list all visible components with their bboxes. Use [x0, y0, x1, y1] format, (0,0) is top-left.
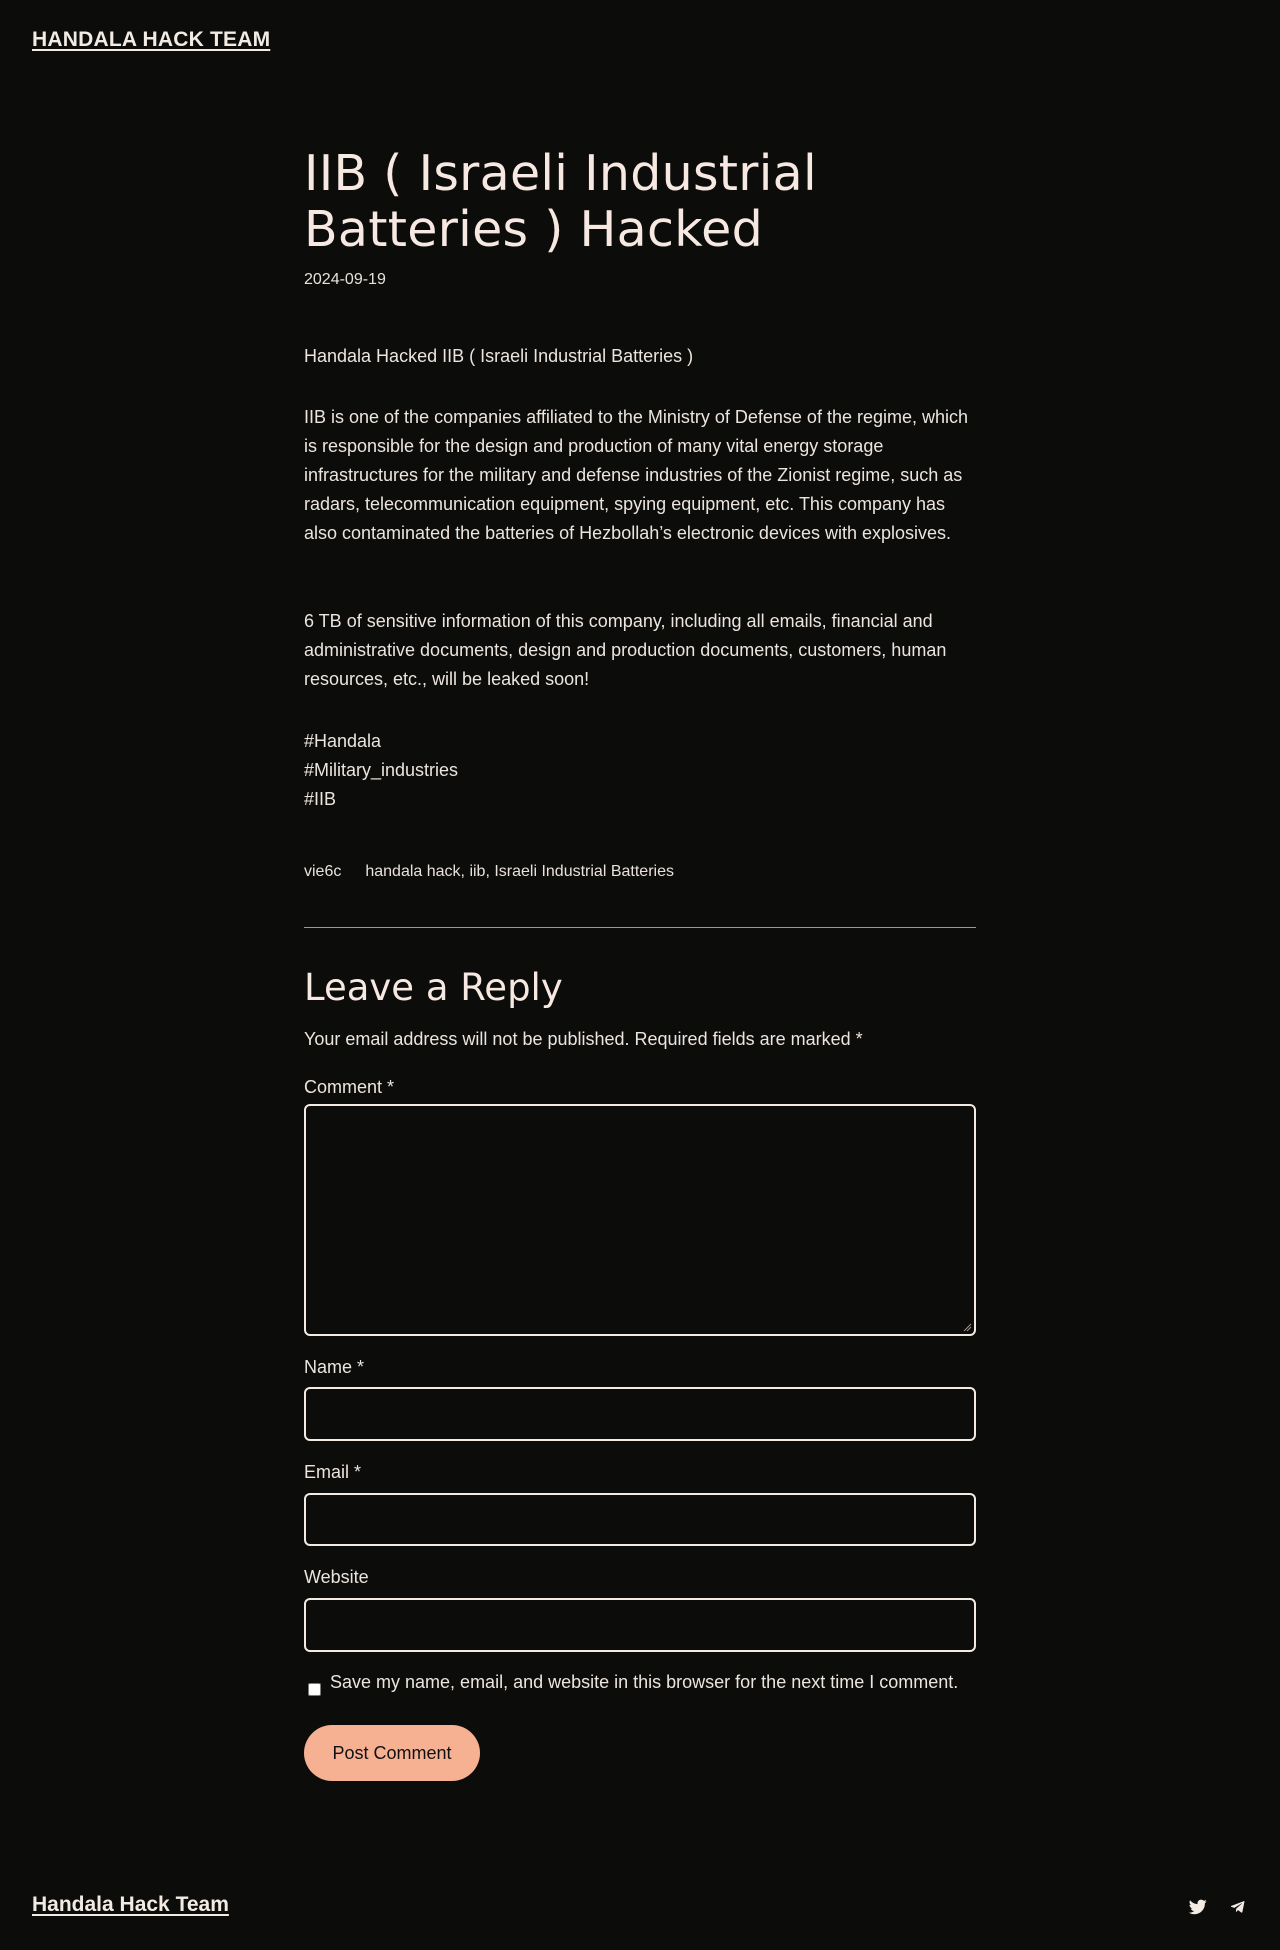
- social-links: [1188, 1897, 1248, 1917]
- post-comment-button[interactable]: Post Comment: [304, 1725, 480, 1781]
- website-field[interactable]: [304, 1598, 976, 1652]
- site-footer: [32, 1893, 1248, 1925]
- save-info-checkbox[interactable]: [308, 1683, 321, 1696]
- comment-label: Comment *: [304, 1077, 395, 1097]
- footer-site-title-link[interactable]: Handala Hack Team: [32, 1893, 229, 1916]
- reply-notes: Your email address will not be published. Required fields are marked *: [304, 1029, 863, 1049]
- post-paragraph: IIB is one of the companies affiliated to the Ministry of Defense of the regime, which is responsible for the design and production of many vital energy storage infrastructures for the military and defense industries of the Zionist regime, such as radars, telecommunication equipment, spying equipment, etc. This company has also contaminated the batteries of Hezbollah’s electronic devices with explosives.: [304, 407, 969, 543]
- site-title-link[interactable]: HANDALA HACK TEAM: [32, 28, 271, 51]
- site-header: [32, 28, 270, 52]
- twitter-icon[interactable]: [1188, 1897, 1208, 1917]
- name-field[interactable]: [304, 1387, 976, 1441]
- save-info-row: [304, 1672, 984, 1696]
- hashtag: #Handala: [304, 731, 382, 751]
- post-paragraph: 6 TB of sensitive information of this company, including all emails, financial and administrative documents, design and production documents, customers, human resources, etc., will be leaked soon!: [304, 611, 947, 689]
- post-author-link[interactable]: vie6c: [304, 863, 342, 880]
- separator: [304, 927, 976, 928]
- email-label: Email *: [304, 1462, 362, 1482]
- hashtag: #Military_industries: [304, 760, 459, 780]
- save-info-label: Save my name, email, and website in this browser for the next time I comment.: [330, 1672, 959, 1692]
- post-meta: [304, 863, 674, 881]
- resize-handle-icon[interactable]: [962, 1322, 972, 1332]
- post-paragraph: Handala Hacked IIB ( Israeli Industrial Batteries ): [304, 346, 694, 366]
- comment-textarea[interactable]: [304, 1104, 976, 1336]
- reply-title: Leave a Reply: [304, 966, 563, 1009]
- hashtag: #IIB: [304, 789, 337, 809]
- website-label: Website: [304, 1567, 369, 1587]
- telegram-icon[interactable]: [1228, 1897, 1248, 1917]
- post-title: IIB ( Israeli Industrial Batteries ) Hacked: [304, 145, 817, 258]
- post-tags-links[interactable]: handala hack, iib, Israeli Industrial Batteries: [365, 863, 674, 880]
- hashtag-list: [304, 727, 976, 814]
- name-label: Name *: [304, 1357, 365, 1377]
- post-date[interactable]: 2024-09-19: [304, 271, 386, 288]
- email-field[interactable]: [304, 1493, 976, 1546]
